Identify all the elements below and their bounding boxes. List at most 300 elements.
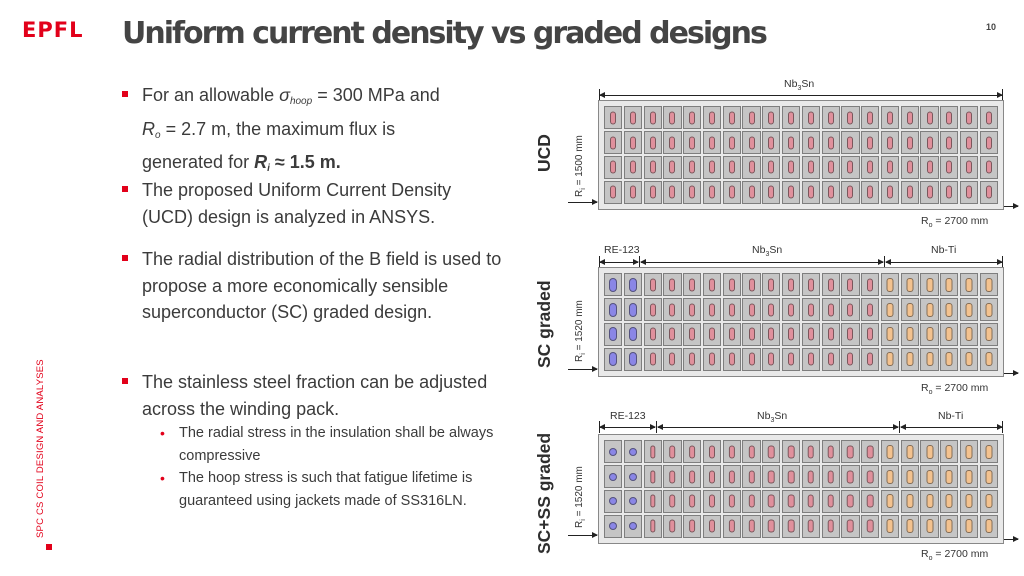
conductor-core	[650, 495, 655, 508]
conductor-cell-nb3sn	[920, 131, 938, 154]
conductor-cell-nb3sn	[683, 490, 701, 513]
conductor-core	[729, 470, 735, 483]
conductor-core	[887, 186, 893, 199]
conductor-cell-nb3sn	[822, 181, 840, 204]
ri-subscript: i	[267, 163, 270, 174]
conductor-cell-nbti	[881, 323, 899, 346]
conductor-core	[966, 278, 973, 292]
conductor-core	[768, 111, 774, 124]
conductor-cell-nb3sn	[861, 515, 879, 538]
conductor-cell-nb3sn	[644, 298, 662, 321]
conductor-core	[886, 327, 893, 341]
conductor-cell-nb3sn	[841, 348, 859, 371]
conductor-core	[650, 161, 656, 174]
conductor-cell-nbti	[940, 465, 958, 488]
conductor-core	[768, 470, 775, 483]
conductor-core	[729, 445, 735, 458]
conductor-cell-nb3sn	[901, 156, 919, 179]
conductor-cell-nb3sn	[683, 323, 701, 346]
conductor-cell-nb3sn	[683, 465, 701, 488]
section-label-re123: RE-123	[604, 244, 640, 256]
conductor-core	[887, 161, 893, 174]
conductor-core	[966, 470, 973, 484]
conductor-cell-nb3sn	[663, 348, 681, 371]
conductor-core	[966, 161, 972, 174]
conductor-core	[907, 186, 913, 199]
conductor-core	[828, 303, 834, 316]
conductor-cell-nb3sn	[762, 106, 780, 129]
conductor-cell-nb3sn	[703, 106, 721, 129]
conductor-cell-nb3sn	[644, 440, 662, 463]
conductor-core	[808, 328, 814, 341]
conductor-cell-nb3sn	[742, 440, 760, 463]
conductor-core	[689, 520, 695, 533]
bullet-text: The radial distribution of the B field is used to propose a more economically sensible superconductor (SC) graded design.	[142, 249, 502, 322]
conductor-cell-nb3sn	[663, 440, 681, 463]
conductor-core	[986, 136, 992, 149]
conductor-cell-nb3sn	[802, 348, 820, 371]
conductor-core	[906, 303, 913, 317]
conductor-cell-nbti	[940, 490, 958, 513]
conductor-cell-nbti	[881, 440, 899, 463]
conductor-core	[986, 161, 992, 174]
conductor-cell-nb3sn	[703, 298, 721, 321]
conductor-cell-nbti	[960, 515, 978, 538]
conductor-core	[986, 186, 992, 199]
conductor-cell-nb3sn	[663, 465, 681, 488]
bullet-text: = 300 MPa and	[312, 85, 440, 105]
conductor-core	[629, 473, 637, 481]
conductor-cell-nb3sn	[841, 323, 859, 346]
conductor-cell-re123	[624, 440, 642, 463]
conductor-core	[946, 327, 953, 341]
conductor-cell-nb3sn	[723, 156, 741, 179]
conductor-cell-nb3sn	[901, 131, 919, 154]
bullet-marker	[122, 255, 128, 261]
conductor-cell-nb3sn	[940, 131, 958, 154]
conductor-core	[788, 303, 794, 316]
conductor-cell-nb3sn	[604, 106, 622, 129]
conductor-core	[847, 136, 853, 149]
conductor-core	[926, 470, 933, 484]
conductor-cell-nbti	[980, 348, 998, 371]
conductor-cell-nb3sn	[703, 273, 721, 296]
conductor-core	[650, 328, 656, 341]
conductor-core	[966, 445, 973, 459]
conductor-core	[808, 520, 815, 533]
conductor-cell-nb3sn	[703, 348, 721, 371]
conductor-core	[768, 520, 775, 533]
bullet-marker	[122, 91, 128, 97]
conductor-core	[669, 111, 675, 124]
conductor-cell-nbti	[980, 273, 998, 296]
conductor-cell-nbti	[980, 515, 998, 538]
conductor-cell-nb3sn	[723, 465, 741, 488]
conductor-core	[748, 470, 754, 483]
conductor-cell-nb3sn	[861, 106, 879, 129]
page-number: 10	[986, 22, 997, 32]
conductor-core	[867, 328, 873, 341]
conductor-core	[966, 519, 973, 533]
conductor-cell-nb3sn	[841, 298, 859, 321]
conductor-core	[927, 136, 933, 149]
conductor-core	[828, 353, 834, 366]
conductor-cell-nbti	[920, 515, 938, 538]
conductor-core	[689, 328, 695, 341]
conductor-cell-nbti	[980, 440, 998, 463]
conductor-core	[629, 352, 637, 366]
conductor-cell-nb3sn	[683, 131, 701, 154]
r-symbol: R	[142, 118, 155, 139]
conductor-core	[907, 161, 913, 174]
conductor-core	[867, 278, 873, 291]
conductor-cell-nb3sn	[742, 131, 760, 154]
conductor-cell-nb3sn	[782, 273, 800, 296]
conductor-core	[729, 495, 735, 508]
conductor-cell-nbti	[881, 298, 899, 321]
conductor-cell-nbti	[881, 490, 899, 513]
conductor-core	[650, 353, 656, 366]
conductor-cell-nb3sn	[802, 156, 820, 179]
conductor-core	[788, 520, 795, 533]
conductor-cell-nbti	[940, 273, 958, 296]
conductor-cell-nb3sn	[901, 181, 919, 204]
conductor-cell-nb3sn	[841, 156, 859, 179]
conductor-cell-nb3sn	[683, 106, 701, 129]
conductor-core	[729, 186, 735, 199]
conductor-cell-nb3sn	[723, 181, 741, 204]
conductor-cell-nbti	[960, 440, 978, 463]
conductor-cell-nb3sn	[980, 181, 998, 204]
conductor-cell-re123	[604, 298, 622, 321]
conductor-core	[709, 111, 715, 124]
conductor-cell-nb3sn	[644, 131, 662, 154]
conductor-cell-nb3sn	[782, 348, 800, 371]
conductor-core	[847, 445, 854, 458]
conductor-core	[788, 353, 794, 366]
conductor-cell-nb3sn	[841, 490, 859, 513]
bullet-text: = 2.7 m, the maximum flux is	[160, 118, 396, 139]
outer-radius-label: $R_o = 2700$ mm	[921, 215, 989, 230]
conductor-core	[768, 303, 774, 316]
conductor-cell-nb3sn	[723, 131, 741, 154]
conductor-cell-nb3sn	[802, 273, 820, 296]
conductor-core	[689, 495, 695, 508]
sidebar-section-label: SPC CS COIL DESIGN AND ANALYSES	[35, 359, 46, 538]
sigma-symbol: σ	[279, 85, 290, 105]
conductor-cell-nbti	[920, 465, 938, 488]
conductor-cell-nb3sn	[644, 181, 662, 204]
conductor-core	[946, 278, 953, 292]
conductor-core	[986, 111, 992, 124]
diagram-label: SC graded	[534, 280, 554, 368]
tick	[1002, 421, 1003, 433]
conductor-core	[906, 327, 913, 341]
conductor-cell-nbti	[901, 515, 919, 538]
section-span-arrow	[658, 427, 898, 428]
conductor-core	[946, 161, 952, 174]
conductor-cell-re123	[624, 515, 642, 538]
conductor-cell-nb3sn	[663, 490, 681, 513]
tick	[656, 421, 657, 433]
conductor-cell-nbti	[980, 298, 998, 321]
conductor-core	[926, 445, 933, 459]
conductor-cell-nb3sn	[644, 515, 662, 538]
bullet-text: The proposed Uniform Current Density (UCD) design is analyzed in ANSYS.	[142, 180, 452, 227]
conductor-cell-nb3sn	[683, 273, 701, 296]
conductor-core	[610, 161, 616, 174]
conductor-cell-re123	[604, 348, 622, 371]
conductor-cell-nb3sn	[703, 131, 721, 154]
conductor-cell-nb3sn	[723, 298, 741, 321]
conductor-core	[709, 303, 715, 316]
conductor-core	[907, 136, 913, 149]
section-span-arrow	[901, 427, 1002, 428]
conductor-core	[985, 352, 992, 366]
conductor-core	[966, 352, 973, 366]
conductor-core	[946, 352, 953, 366]
conductor-cell-nb3sn	[762, 348, 780, 371]
conductor-core	[847, 353, 853, 366]
conductor-core	[689, 445, 695, 458]
conductor-cell-nbti	[940, 440, 958, 463]
conductor-core	[630, 186, 636, 199]
conductor-core	[926, 303, 933, 317]
conductor-core	[788, 136, 794, 149]
conductor-core	[768, 136, 774, 149]
diagram-label: UCD	[534, 134, 554, 172]
conductor-core	[808, 353, 814, 366]
conductor-core	[669, 353, 675, 366]
conductor-cell-nb3sn	[723, 323, 741, 346]
conductor-cell-nbti	[980, 323, 998, 346]
conductor-cell-nb3sn	[960, 131, 978, 154]
conductor-cell-nb3sn	[881, 181, 899, 204]
conductor-core	[709, 161, 715, 174]
conductor-cell-nb3sn	[683, 440, 701, 463]
bullet-text: For an allowable	[142, 85, 280, 105]
conductor-cell-nb3sn	[960, 106, 978, 129]
conductor-core	[966, 186, 972, 199]
conductor-cell-nb3sn	[663, 181, 681, 204]
conductor-core	[609, 327, 617, 341]
conductor-core	[709, 136, 715, 149]
conductor-core	[788, 278, 794, 291]
conductor-core	[749, 161, 755, 174]
conductor-cell-nbti	[881, 273, 899, 296]
conductor-core	[985, 494, 992, 508]
conductor-cell-nbti	[881, 465, 899, 488]
conductor-core	[689, 278, 695, 291]
conductor-cell-nb3sn	[604, 156, 622, 179]
ri-symbol: R	[254, 152, 268, 172]
outer-radius-pointer	[1004, 539, 1018, 540]
conductor-cell-nb3sn	[861, 323, 879, 346]
outer-radius-label: $R_o = 2700$ mm	[921, 548, 989, 563]
conductor-cell-nb3sn	[822, 298, 840, 321]
conductor-core	[827, 495, 834, 508]
conductor-core	[788, 445, 795, 458]
conductor-cell-nb3sn	[604, 131, 622, 154]
tick	[599, 421, 600, 433]
conductor-cell-nb3sn	[723, 440, 741, 463]
conductor-core	[966, 303, 973, 317]
conductor-core	[886, 470, 893, 484]
conductor-core	[609, 303, 617, 317]
conductor-cell-nb3sn	[762, 490, 780, 513]
conductor-core	[788, 470, 795, 483]
conductor-core	[926, 278, 933, 292]
conductor-cell-nb3sn	[723, 348, 741, 371]
subbullet-hoop-stress	[160, 467, 499, 512]
conductor-core	[927, 111, 933, 124]
conductor-core	[906, 352, 913, 366]
conductor-core	[788, 111, 794, 124]
conductor-cell-nb3sn	[960, 181, 978, 204]
conductor-core	[886, 519, 893, 533]
subbullet-marker: •	[160, 425, 165, 441]
conductor-cell-nbti	[920, 323, 938, 346]
conductor-cell-nbti	[881, 348, 899, 371]
conductor-cell-nb3sn	[762, 273, 780, 296]
conductor-cell-nb3sn	[663, 131, 681, 154]
conductor-cell-nb3sn	[624, 131, 642, 154]
conductor-cell-nb3sn	[782, 440, 800, 463]
conductor-core	[650, 186, 656, 199]
conductor-core	[828, 136, 834, 149]
conductor-core	[669, 161, 675, 174]
conductor-cell-nbti	[960, 465, 978, 488]
conductor-cell-nb3sn	[644, 490, 662, 513]
conductor-cell-nb3sn	[841, 273, 859, 296]
conductor-cell-nb3sn	[782, 131, 800, 154]
conductor-core	[669, 328, 675, 341]
section-label-nb3sn: $Nb_3Sn$	[752, 244, 783, 259]
conductor-core	[650, 278, 656, 291]
conductor-core	[985, 470, 992, 484]
conductor-core	[689, 136, 695, 149]
conductor-core	[867, 445, 874, 458]
sidebar-marker	[46, 544, 52, 550]
conductor-core	[650, 136, 656, 149]
conductor-cell-nb3sn	[644, 348, 662, 371]
conductor-core	[966, 327, 973, 341]
conductor-core	[808, 303, 814, 316]
subbullet-text: The hoop stress is such that fatigue lifetime is guaranteed using jackets made of SS316LN.	[179, 470, 473, 509]
inner-radius-pointer	[568, 202, 597, 203]
conductor-cell-nbti	[960, 273, 978, 296]
conductor-core	[867, 136, 873, 149]
conductor-core	[709, 186, 715, 199]
conductor-cell-nbti	[901, 348, 919, 371]
conductor-core	[768, 445, 775, 458]
conductor-core	[828, 278, 834, 291]
conductor-core	[629, 497, 637, 505]
conductor-cell-nbti	[901, 323, 919, 346]
conductor-core	[847, 470, 854, 483]
conductor-cell-nb3sn	[624, 106, 642, 129]
conductor-core	[808, 445, 815, 458]
bullet-marker	[122, 186, 128, 192]
conductor-core	[867, 470, 874, 483]
conductor-cell-nb3sn	[663, 156, 681, 179]
conductor-cell-nb3sn	[683, 515, 701, 538]
conductor-cell-nb3sn	[663, 298, 681, 321]
winding-pack	[598, 434, 1004, 544]
conductor-core	[886, 303, 893, 317]
conductor-cell-nb3sn	[762, 440, 780, 463]
conductor-core	[748, 495, 754, 508]
conductor-cell-re123	[624, 465, 642, 488]
conductor-cell-re123	[624, 348, 642, 371]
conductor-core	[808, 278, 814, 291]
conductor-core	[630, 136, 636, 149]
conductor-cell-nb3sn	[742, 323, 760, 346]
conductor-cell-nbti	[920, 440, 938, 463]
conductor-cell-nb3sn	[742, 181, 760, 204]
conductor-core	[689, 186, 695, 199]
conductor-core	[926, 327, 933, 341]
conductor-core	[610, 111, 616, 124]
conductor-core	[906, 278, 913, 292]
conductor-cell-nb3sn	[762, 131, 780, 154]
conductor-core	[847, 495, 854, 508]
conductor-core	[729, 328, 735, 341]
conductor-core	[729, 520, 735, 533]
conductor-core	[886, 352, 893, 366]
conductor-cell-nb3sn	[663, 323, 681, 346]
conductor-core	[670, 520, 676, 533]
conductor-core	[867, 186, 873, 199]
conductor-core	[749, 186, 755, 199]
conductor-core	[729, 111, 735, 124]
conductor-cell-nb3sn	[782, 156, 800, 179]
outer-radius-pointer	[1004, 206, 1018, 207]
bullet-flux	[142, 82, 502, 183]
conductor-core	[650, 111, 656, 124]
conductor-core	[966, 136, 972, 149]
conductor-cell-nb3sn	[703, 465, 721, 488]
conductor-cell-nb3sn	[762, 323, 780, 346]
conductor-core	[749, 278, 755, 291]
conductor-cell-nb3sn	[861, 131, 879, 154]
conductor-core	[927, 161, 933, 174]
conductor-core	[609, 278, 617, 292]
conductor-core	[985, 445, 992, 459]
conductor-cell-nb3sn	[920, 106, 938, 129]
conductor-core	[808, 111, 814, 124]
conductor-core	[828, 328, 834, 341]
conductor-core	[669, 136, 675, 149]
conductor-core	[768, 278, 774, 291]
conductor-cell-nbti	[940, 348, 958, 371]
conductor-core	[629, 303, 637, 317]
conductor-core	[609, 473, 617, 481]
conductor-cell-nb3sn	[644, 156, 662, 179]
conductor-cell-nb3sn	[802, 440, 820, 463]
conductor-cell-nb3sn	[742, 490, 760, 513]
section-label-nb3sn: $Nb_3Sn$	[784, 78, 815, 93]
conductor-core	[946, 494, 953, 508]
conductor-cell-nbti	[920, 348, 938, 371]
conductor-core	[847, 186, 853, 199]
diagram-label: SC+SS graded	[534, 432, 554, 554]
inner-radius-label: $R_i = 1520$ mm	[574, 300, 587, 362]
section-span-arrow	[600, 262, 638, 263]
conductor-cell-nb3sn	[723, 515, 741, 538]
subbullet-marker: •	[160, 470, 165, 486]
conductor-core	[610, 136, 616, 149]
